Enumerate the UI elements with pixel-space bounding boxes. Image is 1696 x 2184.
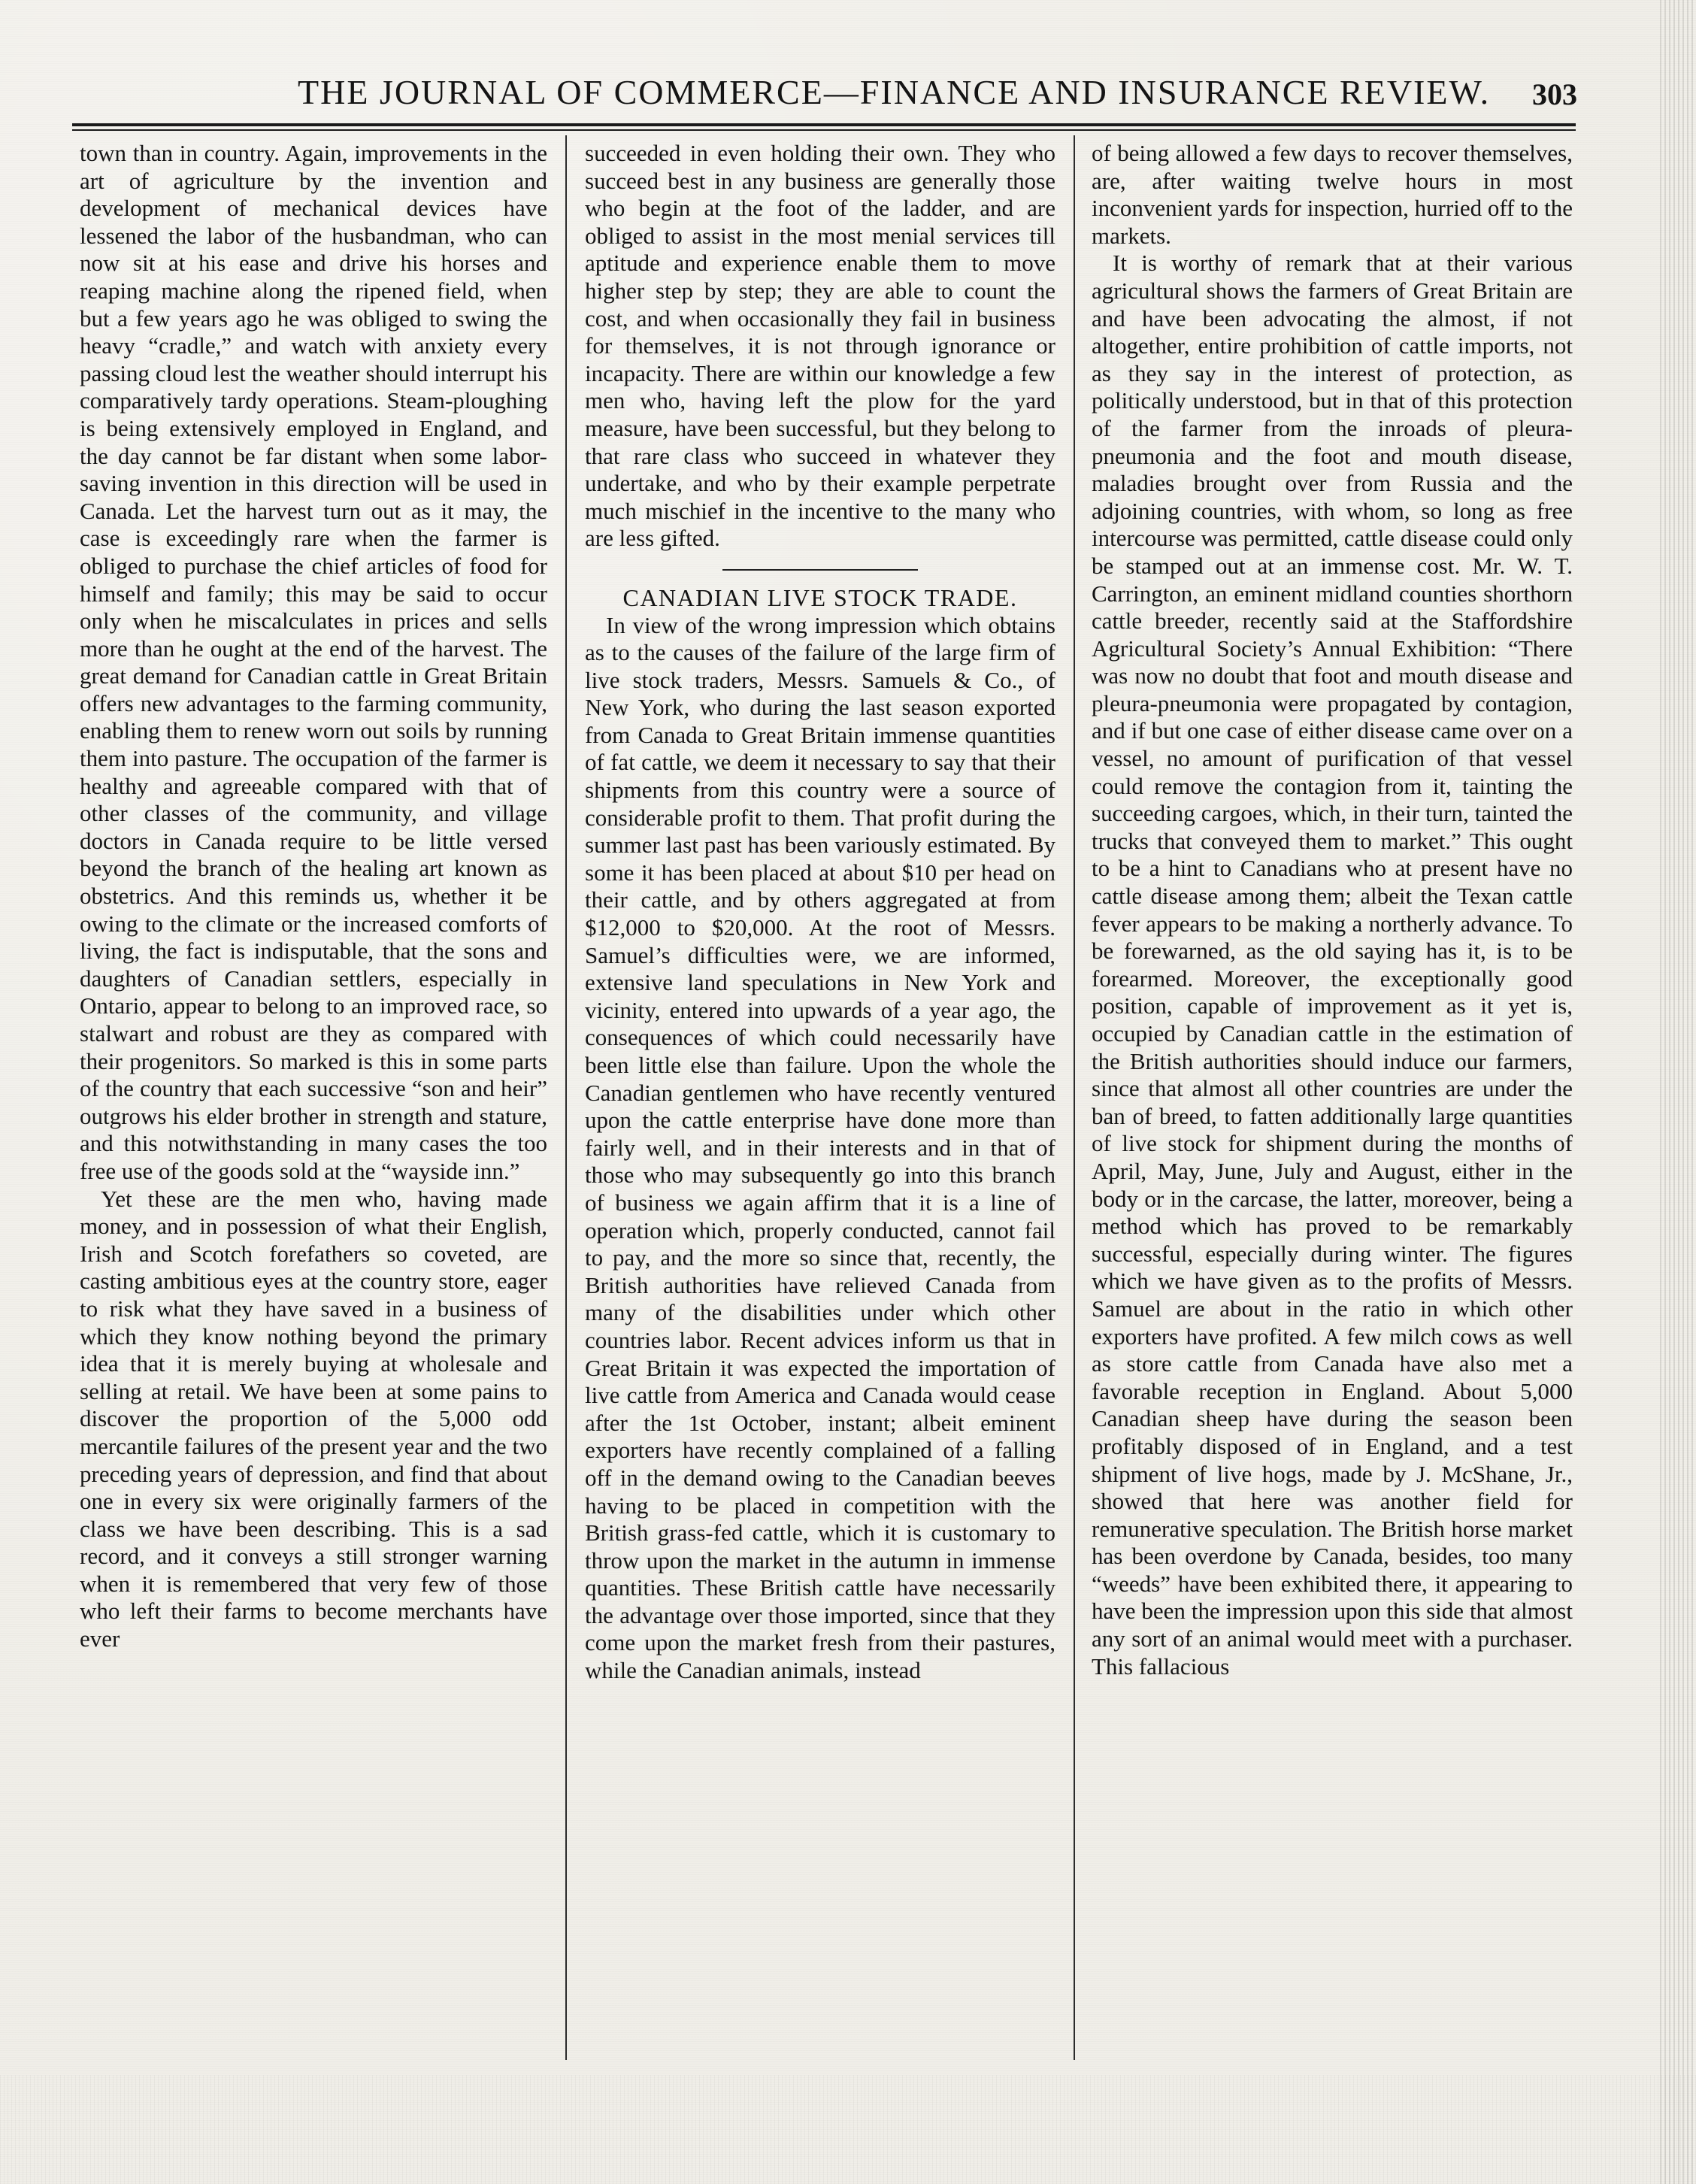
column-divider-2 xyxy=(1074,135,1075,2060)
page-number: 303 xyxy=(1532,77,1577,111)
column-3 xyxy=(1092,140,1573,2064)
column-2 xyxy=(585,140,1055,2064)
page-header xyxy=(72,72,1576,125)
column-2-paragraph-1: succeeded in even holding their own. They who succeed best in any business are generally those who begin at the foot of the ladder, and are obliged to assist in the most menial services till aptitude and experience enable them to move higher step by step; they are able to count the cost, and when occasionally they fail in business for themselves, it is not through ignorance or incapacity. There are within our knowledge a few men who, having left the plow for the yard measure, have been successful, but they belong to that rare class who succeed in whatever they undertake, and who by their example perpetrate much mischief in the incentive to the many who are less gifted. xyxy=(585,140,1055,552)
section-divider xyxy=(722,569,918,571)
column-3-paragraph-1: of being allowed a few days to recover themselves, are, after waiting twelve hours in most inconvenient yards for inspection, hurried off to the markets. xyxy=(1092,140,1573,249)
column-2-paragraph-2: In view of the wrong impression which obtains as to the causes of the failure of the large firm of live stock traders, Messrs. Samuels & Co., of New York, who during the last season exported from Canada to Great Britain immense quantities of fat cattle, we deem it necessary to say that their shipments from this country were a source of considerable profit to them. That profit during the summer last past has been variously estimated. By some it has been placed at about $10 per head on their cattle, and by others aggregated at from $12,000 to $20,000. At the root of Messrs. Samuel’s difficulties were, we are informed, extensive land speculations in New York and vicinity, entered into upwards of a year ago, the consequences of which could necessarily have been little else than failure. Upon the whole the Canadian gentlemen who have recently ventured upon the cattle enterprise have done more than fairly well, and in their interests and in that of those who may subsequently go into this branch of business we again affirm that it is a line of operation which, properly conducted, cannot fail to pay, and the more so since that, recently, the British authorities have relieved Canada from many of the disabilities under which other countries labor. Recent advices inform us that in Great Britain it was expected the importation of live cattle from America and Canada would cease after the 1st October, instant; albeit eminent exporters have recently complained of a falling off in the demand owing to the Canadian beeves having to be placed in competition with the British grass-fed cattle, which it is customary to throw upon the market in the autumn in immense quantities. These British cattle have necessarily the advantage over those imported, since that they come upon the market fresh from their pastures, while the Canadian animals, instead xyxy=(585,611,1055,1684)
bottom-margin-noise xyxy=(0,2075,1696,2184)
column-1 xyxy=(80,140,547,2064)
header-rule-thick xyxy=(72,123,1576,126)
column-1-paragraph-1: town than in country. Again, improvements in the art of agriculture by the invention and development of mechanical devices have lessened the labor of the husbandman, who can now sit at his ease and drive his horses and reaping machine along the ripened field, when but a few years ago he was obliged to swing the heavy “cradle,” and watch with anxiety every passing cloud lest the weather should interrupt his comparatively tardy operations. Steam-ploughing is being extensively employed in England, and the day cannot be far distant when some labor-saving invention in this direction will be used in Canada. Let the harvest turn out as it may, the case is exceedingly rare when the farmer is obliged to purchase the chief articles of food for himself and family; this may be said to occur only when he miscalculates in prices and sells more than he ought at the end of the harvest. The great demand for Canadian cattle in Great Britain offers new advantages to the farming community, enabling them to renew worn out soils by running them into pasture. The occupation of the farmer is healthy and agreeable compared with that of other classes of the community, and village doctors in Canada require to be little versed beyond the branch of the healing art known as obstetrics. And this reminds us, whether it be owing to the climate or the increased comforts of living, the fact is indisputable, that the sons and daughters of Canadian settlers, especially in Ontario, appear to belong to an improved race, so stalwart and robust are they as compared with their progenitors. So marked is this in some parts of the country that each successive “son and heir” outgrows his elder brother in strength and stature, and this notwithstanding in many cases the too free use of the goods sold at the “wayside inn.” xyxy=(80,140,547,1184)
column-divider-1 xyxy=(565,135,567,2060)
page-edge-shadow xyxy=(1660,0,1696,2184)
column-1-paragraph-2: Yet these are the men who, having made money, and in possession of what their English, Irish and Scotch forefathers so coveted, are casting ambitious eyes at the country store, eager to risk what they have saved in a business of which they know nothing beyond the primary idea that it is merely buying at wholesale and selling at retail. We have been at some pains to discover the proportion of the 5,000 odd mercantile failures of the present year and the two preceding years of depression, and find that about one in every six were originally farmers of the class we have been describing. This is a sad record, and it conveys a still stronger warning when it is remembered that very few of those who left their farms to become merchants have ever xyxy=(80,1185,547,1652)
column-3-paragraph-2: It is worthy of remark that at their various agricultural shows the farmers of Great Britain are and have been advocating the almost, if not altogether, entire prohibition of cattle imports, not as they say in the interest of protection, as politically understood, but in that of this protection of the farmer from the inroads of pleura-pneumonia and the foot and mouth disease, maladies brought over from Russia and the adjoining countries, with whom, so long as free intercourse was permitted, cattle disease could only be stamped out at an immense cost. Mr. W. T. Carrington, an eminent midland counties shorthorn cattle breeder, recently said at the Staffordshire Agricultural Society’s Annual Exhibition: “There was now no doubt that foot and mouth disease and pleura-pneumonia were propagated by contagion, and if but one case of either disease came over on a vessel, no amount of purification of that vessel could remove the contagion from it, tainting the succeeding cargoes, which, in their turn, tainted the trucks that conveyed them to market.” This ought to be a hint to Canadians who at present have no cattle disease among them; albeit the Texan cattle fever appears to be making a northerly advance. To be forewarned, as the old saying has it, is to be forearmed. Moreover, the exceptionally good position, capable of improvement as it yet is, occupied by Canadian cattle in the estimation of the British authorities should induce our farmers, since that almost all other countries are under the ban of breed, to fatten additionally large quantities of live stock for shipment during the months of April, May, June, July and August, either in the body or in the carcase, the latter, moreover, being a method which has proved to be remarkably successful, especially during winter. The figures which we have given as to the profits of Messrs. Samuel are about in the ratio in which other exporters have profited. A few milch cows as well as store cattle from Canada have also met a favorable reception in England. About 5,000 Canadian sheep have during the season been profitably disposed of in England, and a test shipment of live hogs, made by J. McShane, Jr., showed that here was another field for remunerative speculation. The British horse market has been overdone by Canada, besides, too many “weeds” have been exhibited there, it appearing to have been the impression upon this side that almost any sort of an animal would meet with a purchaser. This fallacious xyxy=(1092,250,1573,1680)
header-rule-thin xyxy=(72,129,1576,131)
section-title: CANADIAN LIVE STOCK TRADE. xyxy=(622,583,1018,611)
running-head: THE JOURNAL OF COMMERCE—FINANCE AND INSURANCE REVIEW. xyxy=(298,73,1491,111)
